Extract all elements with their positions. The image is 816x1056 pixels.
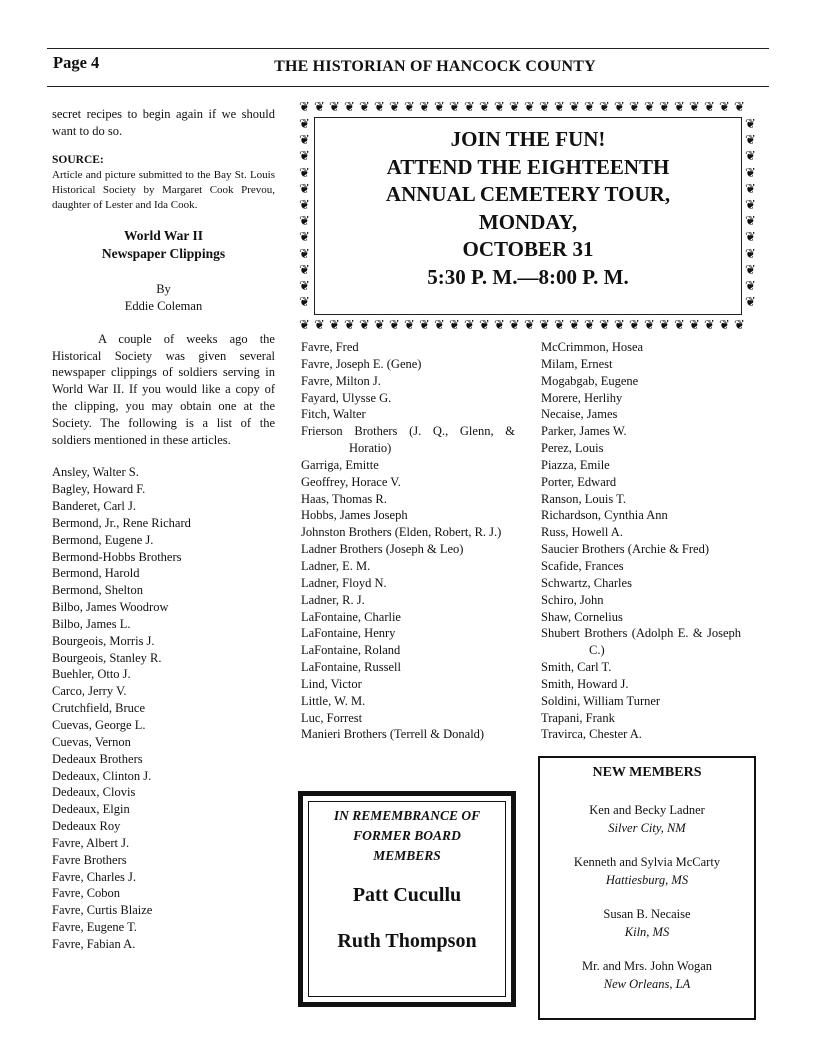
soldier-name: Favre, Joseph E. (Gene)	[301, 356, 422, 371]
soldier-name: Favre, Curtis Blaize	[52, 903, 153, 918]
soldier-name: Banderet, Carl J.	[52, 499, 137, 514]
mule-icon: ❦	[719, 317, 730, 332]
soldier-name: Shubert Brothers (Adolph E. & Joseph C.)	[541, 626, 741, 658]
mule-icon: ❦	[599, 317, 610, 332]
new-members-heading: NEW MEMBERS	[592, 765, 702, 780]
soldier-name: Fitch, Walter	[301, 407, 366, 422]
mule-icon: ❦	[299, 196, 310, 212]
banner-border-right	[743, 116, 758, 310]
soldier-name: Lind, Victor	[301, 676, 362, 691]
soldier-name: Favre, Fred	[301, 340, 359, 354]
soldier-name: Richardson, Cynthia Ann	[541, 508, 668, 523]
mule-icon: ❦	[745, 180, 756, 196]
banner-border-left	[297, 116, 312, 310]
soldier-name: LaFontaine, Charlie	[301, 609, 401, 624]
mule-icon: ❦	[734, 317, 745, 332]
mule-icon: ❦	[599, 99, 610, 114]
mule-icon: ❦	[629, 99, 640, 114]
mule-icon: ❦	[494, 317, 505, 332]
soldier-name: Cuevas, George L.	[52, 718, 146, 733]
mule-icon: ❦	[674, 99, 685, 114]
banner-border-bottom	[297, 318, 759, 331]
mule-icon: ❦	[689, 317, 700, 332]
soldier-name: Bagley, Howard F.	[52, 482, 146, 497]
new-members-box	[538, 756, 756, 1020]
mule-icon: ❦	[539, 99, 550, 114]
soldier-name: Favre, Eugene T.	[52, 920, 137, 935]
soldier-name: Manieri Brothers (Terrell & Donald)	[301, 727, 485, 742]
mule-icon: ❦	[419, 99, 430, 114]
soldier-name: Schiro, John	[541, 592, 604, 607]
mule-icon: ❦	[644, 99, 655, 114]
soldier-name: Dedeaux, Clovis	[52, 785, 136, 800]
soldier-name: Saucier Brothers (Archie & Fred)	[541, 542, 709, 557]
soldier-name: Ranson, Louis T.	[541, 491, 626, 506]
mule-icon: ❦	[745, 148, 756, 164]
mule-icon: ❦	[745, 261, 756, 277]
member-location: Silver City, NM	[608, 821, 686, 835]
mule-icon: ❦	[614, 317, 625, 332]
mule-icon: ❦	[704, 317, 715, 332]
banner-line: JOIN THE FUN!	[450, 127, 606, 151]
author-name: Eddie Coleman	[124, 298, 203, 313]
mule-icon: ❦	[329, 99, 340, 114]
mule-icon: ❦	[299, 294, 310, 310]
soldier-name: Favre, Albert J.	[52, 835, 130, 850]
mule-icon: ❦	[464, 317, 475, 332]
banner-box	[314, 117, 742, 315]
mule-icon: ❦	[674, 317, 685, 332]
board-member-name: Patt Cucullu	[352, 884, 462, 906]
soldier-name: Dedeaux Roy	[52, 819, 121, 834]
mule-icon: ❦	[704, 99, 715, 114]
mule-icon: ❦	[389, 317, 400, 332]
mule-icon: ❦	[584, 99, 595, 114]
remembrance-heading-line: FORMER BOARD	[353, 828, 461, 843]
mule-icon: ❦	[449, 317, 460, 332]
mule-icon: ❦	[404, 317, 415, 332]
article-title-line-2: Newspaper Clippings	[101, 245, 226, 261]
article-title-line-1: World War II	[123, 227, 204, 243]
soldier-name: Ladner, R. J.	[301, 592, 365, 607]
soldier-name: Morere, Herlihy	[541, 390, 623, 405]
mule-icon: ❦	[299, 277, 310, 293]
mule-icon: ❦	[509, 317, 520, 332]
soldier-name: Favre Brothers	[52, 852, 127, 867]
mule-icon: ❦	[745, 229, 756, 245]
mule-icon: ❦	[584, 317, 595, 332]
mule-icon: ❦	[734, 99, 745, 114]
soldier-name: Dedeaux, Elgin	[52, 802, 130, 817]
mule-icon: ❦	[629, 317, 640, 332]
mule-icon: ❦	[745, 245, 756, 261]
mule-icon: ❦	[539, 317, 550, 332]
soldier-name: Bermond, Harold	[52, 566, 140, 581]
mule-icon: ❦	[359, 317, 370, 332]
soldier-name: Dedeaux Brothers	[52, 751, 143, 766]
mule-icon: ❦	[524, 317, 535, 332]
banner-line: ATTEND THE EIGHTEENTH	[386, 154, 670, 179]
mule-icon: ❦	[404, 99, 415, 114]
new-member-entry	[540, 853, 754, 889]
soldier-name: Ladner, E. M.	[301, 558, 371, 573]
intro-text: secret recipes to begin again if we should want to do so.	[52, 107, 275, 138]
soldier-name: Geoffrey, Horace V.	[301, 474, 401, 489]
banner-line: OCTOBER 31	[462, 237, 594, 262]
mule-icon: ❦	[299, 245, 310, 261]
mule-icon: ❦	[569, 99, 580, 114]
soldier-name: LaFontaine, Henry	[301, 626, 396, 641]
left-column	[52, 106, 275, 953]
soldier-name: Carco, Jerry V.	[52, 684, 127, 699]
byline-by: By	[156, 281, 171, 296]
mule-icon: ❦	[314, 317, 325, 332]
soldier-name: Parker, James W.	[541, 424, 627, 439]
soldier-name: Smith, Howard J.	[541, 676, 629, 691]
mule-icon: ❦	[299, 261, 310, 277]
mule-icon: ❦	[344, 99, 355, 114]
banner-border-top	[297, 100, 759, 113]
soldier-name: Travirca, Chester A.	[541, 727, 642, 742]
soldier-name: Ansley, Walter S.	[52, 465, 139, 480]
mule-icon: ❦	[419, 317, 430, 332]
mule-icon: ❦	[374, 317, 385, 332]
soldier-name: Porter, Edward	[541, 474, 617, 489]
mule-icon: ❦	[359, 99, 370, 114]
mule-icon: ❦	[449, 99, 460, 114]
new-member-entry	[540, 905, 754, 941]
soldier-name: Perez, Louis	[541, 441, 604, 456]
soldier-name: Crutchfield, Bruce	[52, 701, 146, 716]
soldier-name: Necaise, James	[541, 407, 618, 422]
soldier-name: Buehler, Otto J.	[52, 667, 131, 682]
mule-icon: ❦	[479, 99, 490, 114]
soldier-name: Shaw, Cornelius	[541, 609, 623, 624]
mule-icon: ❦	[299, 132, 310, 148]
soldier-list-part-1	[52, 464, 275, 952]
mule-icon: ❦	[659, 99, 670, 114]
soldier-name: Haas, Thomas R.	[301, 491, 387, 506]
soldier-name: Bourgeois, Morris J.	[52, 633, 155, 648]
mule-icon: ❦	[434, 99, 445, 114]
soldier-name: Mogabgab, Eugene	[541, 373, 639, 388]
member-name: Mr. and Mrs. John Wogan	[581, 959, 712, 973]
soldier-name: Dedeaux, Clinton J.	[52, 768, 152, 783]
banner-announcement	[315, 126, 741, 292]
mule-icon: ❦	[389, 99, 400, 114]
soldier-name: Russ, Howell A.	[541, 525, 623, 540]
source-heading: SOURCE:	[52, 153, 104, 166]
soldier-name: Soldini, William Turner	[541, 693, 661, 708]
mule-icon: ❦	[569, 317, 580, 332]
article-title	[52, 227, 275, 263]
mule-icon: ❦	[745, 164, 756, 180]
page-number: Page 4	[53, 53, 100, 72]
soldier-name: Ladner, Floyd N.	[301, 575, 387, 590]
new-member-entry	[540, 957, 754, 993]
cemetery-tour-banner	[297, 100, 759, 332]
soldier-name: Favre, Charles J.	[52, 869, 137, 884]
soldier-name: Little, W. M.	[301, 693, 366, 708]
remembrance-heading	[303, 806, 511, 866]
mule-icon: ❦	[299, 148, 310, 164]
mule-icon: ❦	[719, 99, 730, 114]
article-body: A couple of weeks ago the Historical Society was given several newspaper clippings of soldiers serving in World War II. If you would like a copy of the clipping, you may obtain one at the Society. The following is a list of the soldiers mentioned in these articles.	[52, 331, 275, 447]
mule-icon: ❦	[659, 317, 670, 332]
soldier-name: Frierson Brothers (J. Q., Glenn, & Horatio)	[301, 424, 515, 456]
board-member-name: Ruth Thompson	[337, 930, 477, 952]
mule-icon: ❦	[745, 213, 756, 229]
header-top-rule	[47, 48, 769, 49]
soldier-name: Smith, Carl T.	[541, 660, 612, 675]
mule-icon: ❦	[374, 99, 385, 114]
remembrance-box	[298, 791, 516, 1007]
mule-icon: ❦	[299, 180, 310, 196]
new-member-entry	[540, 801, 754, 837]
soldier-name: Bourgeois, Stanley R.	[52, 650, 162, 665]
soldier-name: Garriga, Emitte	[301, 457, 379, 472]
mule-icon: ❦	[745, 294, 756, 310]
mule-icon: ❦	[614, 99, 625, 114]
remembrance-heading-line: IN REMEMBRANCE OF	[333, 808, 481, 823]
soldier-name: LaFontaine, Russell	[301, 660, 401, 675]
newsletter-title: THE HISTORIAN OF HANCOCK COUNTY	[274, 58, 596, 75]
soldier-name: Bermond, Eugene J.	[52, 532, 154, 547]
member-location: Hattiesburg, MS	[605, 873, 689, 887]
soldier-name: LaFontaine, Roland	[301, 643, 401, 658]
mule-icon: ❦	[299, 99, 310, 114]
remembrance-heading-line: MEMBERS	[373, 848, 441, 863]
soldier-name: McCrimmon, Hosea	[541, 340, 644, 354]
soldier-name: Luc, Forrest	[301, 710, 363, 725]
mule-icon: ❦	[524, 99, 535, 114]
mule-icon: ❦	[299, 213, 310, 229]
mule-icon: ❦	[479, 317, 490, 332]
member-name: Ken and Becky Ladner	[589, 803, 705, 817]
soldier-name: Bermond-Hobbs Brothers	[52, 549, 182, 564]
soldier-name: Milam, Ernest	[541, 356, 613, 371]
banner-line: 5:30 P. M.—8:00 P. M.	[427, 264, 629, 289]
member-location: New Orleans, LA	[603, 977, 691, 991]
mule-icon: ❦	[299, 116, 310, 131]
soldier-name: Favre, Cobon	[52, 886, 121, 901]
mule-icon: ❦	[314, 99, 325, 114]
soldier-name: Ladner Brothers (Joseph & Leo)	[301, 542, 464, 557]
mule-icon: ❦	[644, 317, 655, 332]
mule-icon: ❦	[329, 317, 340, 332]
soldier-name: Favre, Milton J.	[301, 373, 381, 388]
banner-line: ANNUAL CEMETERY TOUR,	[385, 182, 671, 207]
mule-icon: ❦	[299, 164, 310, 180]
soldier-name: Bermond, Shelton	[52, 583, 143, 598]
soldier-name: Bilbo, James L.	[52, 616, 131, 631]
soldier-name: Piazza, Emile	[541, 457, 610, 472]
header-bottom-rule	[47, 86, 769, 87]
mule-icon: ❦	[745, 116, 756, 131]
member-name: Kenneth and Sylvia McCarty	[573, 855, 721, 869]
mule-icon: ❦	[434, 317, 445, 332]
soldier-name: Schwartz, Charles	[541, 575, 632, 590]
mule-icon: ❦	[299, 229, 310, 245]
mule-icon: ❦	[554, 317, 565, 332]
soldier-name: Bilbo, James Woodrow	[52, 600, 169, 615]
mule-icon: ❦	[689, 99, 700, 114]
soldier-name: Fayard, Ulysse G.	[301, 390, 392, 405]
source-body: Article and picture submitted to the Bay St. Louis Historical Society by Margaret Cook Prevou, daughter of Lester and Ida Cook.	[52, 169, 275, 211]
soldier-list-part-2	[301, 339, 515, 743]
soldier-list-part-3	[541, 339, 741, 743]
byline	[52, 281, 275, 315]
mule-icon: ❦	[745, 196, 756, 212]
member-name: Susan B. Necaise	[603, 907, 691, 921]
mule-icon: ❦	[745, 277, 756, 293]
mule-icon: ❦	[344, 317, 355, 332]
mule-icon: ❦	[745, 132, 756, 148]
mule-icon: ❦	[464, 99, 475, 114]
soldier-name: Trapani, Frank	[541, 710, 615, 725]
mule-icon: ❦	[554, 99, 565, 114]
member-location: Kiln, MS	[624, 925, 670, 939]
mule-icon: ❦	[299, 317, 310, 332]
mule-icon: ❦	[509, 99, 520, 114]
soldier-name: Bermond, Jr., Rene Richard	[52, 515, 191, 530]
soldier-name: Hobbs, James Joseph	[301, 508, 408, 523]
mule-icon: ❦	[494, 99, 505, 114]
soldier-name: Favre, Fabian A.	[52, 936, 136, 951]
soldier-name: Johnston Brothers (Elden, Robert, R. J.)	[301, 525, 502, 540]
soldier-name: Scafide, Frances	[541, 558, 624, 573]
banner-line: MONDAY,	[478, 209, 578, 234]
soldier-name: Cuevas, Vernon	[52, 734, 131, 749]
